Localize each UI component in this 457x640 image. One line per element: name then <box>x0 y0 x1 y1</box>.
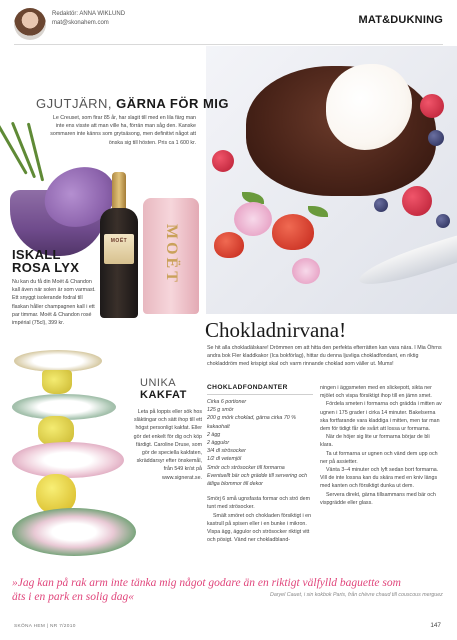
recipe-step: När de höjer sig lite ur formarna börjar de bli klara. <box>320 434 430 449</box>
ingredient: 1/2 dl vetemjöl <box>207 456 242 463</box>
flower-image <box>234 202 272 236</box>
strawberry-image <box>272 214 314 250</box>
editor-email[interactable]: mat@skonahem.com <box>52 20 109 26</box>
rosa-text: Nu kan du få din Moët & Chandon kall även när solen är som varmast. Ett snyggt isolerande fodral till flaskan håller champagnen kall i ett par timmar. Moët & Chandon rosé impérial (75cl), 399 kr. <box>12 279 96 327</box>
gjutjarn-heading-light: GJUTJÄRN, <box>36 96 112 111</box>
recipe-divider <box>207 394 313 395</box>
ingredient: 3/4 dl strösocker <box>207 448 246 455</box>
champagne-bottle-image <box>100 172 138 318</box>
plate-top <box>14 350 102 372</box>
recipe-column-1 <box>207 398 313 544</box>
ingredient: 125 g smör <box>207 407 234 414</box>
editor-info <box>52 10 125 28</box>
blueberry-image <box>436 214 450 228</box>
section-title: MAT&DUKNING <box>358 14 443 26</box>
rosa-heading-line2: ROSA LYX <box>12 260 80 275</box>
choklad-intro: Se hit alla chokladälskare! Drömmen om att hitta den perfekta efterrätten kan vara nära. I Mia Öhrns andra bok Fler kladdkakor (Ica bokförlag), hittar du denna ljuvliga chokladfondant, en riktig chokladdröm med krispigt skal och varm rinnande choklad som väller ut. Mums! <box>207 345 442 367</box>
raspberry-image <box>402 186 432 216</box>
dessert-photo <box>206 46 457 314</box>
page-number: 147 <box>430 622 441 629</box>
kakfat-heading <box>140 377 187 401</box>
blueberry-image <box>428 130 444 146</box>
raspberry-image <box>420 94 444 118</box>
editor-avatar <box>14 8 46 40</box>
cake-stand-image <box>12 350 132 576</box>
kakfat-heading-line2: KAKFAT <box>140 389 187 401</box>
cup-yellow <box>42 370 72 394</box>
pull-quote: »Jag kan på rak arm inte tänka mig något godare än en riktigt välfylld baguette som äts i en park en solig dag« <box>12 577 401 603</box>
blueberry-image <box>374 198 388 212</box>
stalk <box>27 123 44 182</box>
bottle-neck <box>112 172 126 212</box>
raspberry-image <box>212 150 234 172</box>
header-divider <box>14 44 443 45</box>
recipe-step: Vänta 3–4 minuter och lyft sedan bort formarna. Vill de inte lossna kan du skära med en kniv längs med kanten och försiktigt dunka ut dem. <box>320 467 439 490</box>
magazine-issue: SKÖNA HEM | NR 7/2010 <box>14 624 76 629</box>
quote-source: Daryel Cauet, i sin kokbok Paris, från chèvre chaud till couscous merguez <box>270 592 443 598</box>
ingredient: 200 g mörk choklad, gärna cirka 70 % kakaohalt <box>207 415 296 430</box>
spring-onions-image <box>0 118 56 182</box>
cooler-brand-text: MOËT <box>163 224 180 285</box>
gjutjarn-heading <box>36 96 229 111</box>
bottle-label-text: MOËT <box>110 238 128 244</box>
recipe-heading: CHOKLADFONDANTER <box>207 384 288 391</box>
kakfat-heading-line1: UNIKA <box>140 377 177 389</box>
strawberry-image <box>214 232 244 258</box>
recipe-column-2 <box>320 384 442 507</box>
plate-bottom <box>12 508 136 556</box>
kakfat-text: Leta på loppis eller sök hos släktingar och sätt ihop till ett högst personligt kakfat. Eller gör det enkelt för dig och köp färdigt. Caroline Druse, som gör de speciella kakfaten, skräddarsyr efter önskemål, från 549 kr/st på www.signerat.se. <box>133 409 202 481</box>
ingredient: Eventuellt bär och grädde till servering och ätliga blommor till dekor <box>207 472 308 488</box>
choklad-heading: Chokladnirvana! <box>205 318 347 342</box>
rosa-heading-line1: ISKALL <box>12 247 61 262</box>
spoon-image <box>355 225 457 293</box>
bottle-label <box>104 234 134 264</box>
rosa-heading <box>12 248 79 274</box>
ingredient: 2 ägg <box>207 431 221 438</box>
gjutjarn-text: Le Creuset, som firar 85 år, har slagit till med en lila färg man inte ens visste att man ville ha, förrän man såg den. Kanske sommaren inte känns som grytsäsong, men definitivt något att önska sig till hösten. Pris ca 1 600 kr. <box>50 115 196 146</box>
recipe-step: Fördela smeten i formarna och grädda i mitten av ugnen i 175 grader i cirka 14 minuter. Bakelserna ska fortfarande vara kladdiga i mitten, men tar man dem för tidigt får de svårt att lossa ur formarna. <box>320 401 442 433</box>
recipe-step: Smält smöret och chokladen försiktigt i en kastrull på spisen eller i en bunke i mikron. Vispa ägg, äggulor och strösocker riktigt vitt och pösigt. Vänd ner chokladbland- <box>207 512 312 544</box>
recipe-step: Smörj 6 små ugnsfasta formar och strö dem tunt med strösocker. <box>207 496 311 511</box>
recipe-step: Servera direkt, gärna tillsammans med bär och vispgrädde eller glass. <box>320 491 436 506</box>
ingredient: 2 äggulor <box>207 440 230 447</box>
leaf-image <box>308 206 328 217</box>
recipe-step: Ta ut formarna ur ugnen och vänd dem upp och ner på assietter. <box>320 450 438 465</box>
recipe-servings: Cirka 6 portioner <box>207 399 247 405</box>
ingredient: Smör och strösocker till formarna <box>207 464 285 471</box>
plate-floral <box>12 442 124 478</box>
editor-label: Redaktör: ANNA WIKLUND <box>52 11 126 17</box>
flower-image <box>292 258 320 284</box>
gjutjarn-heading-bold: GÄRNA FÖR MIG <box>116 96 230 111</box>
recipe-step: ningen i äggsmeten med en slickepott, sikta ner mjölet och vispa försiktigt ihop till en jämn smet. <box>320 385 432 400</box>
